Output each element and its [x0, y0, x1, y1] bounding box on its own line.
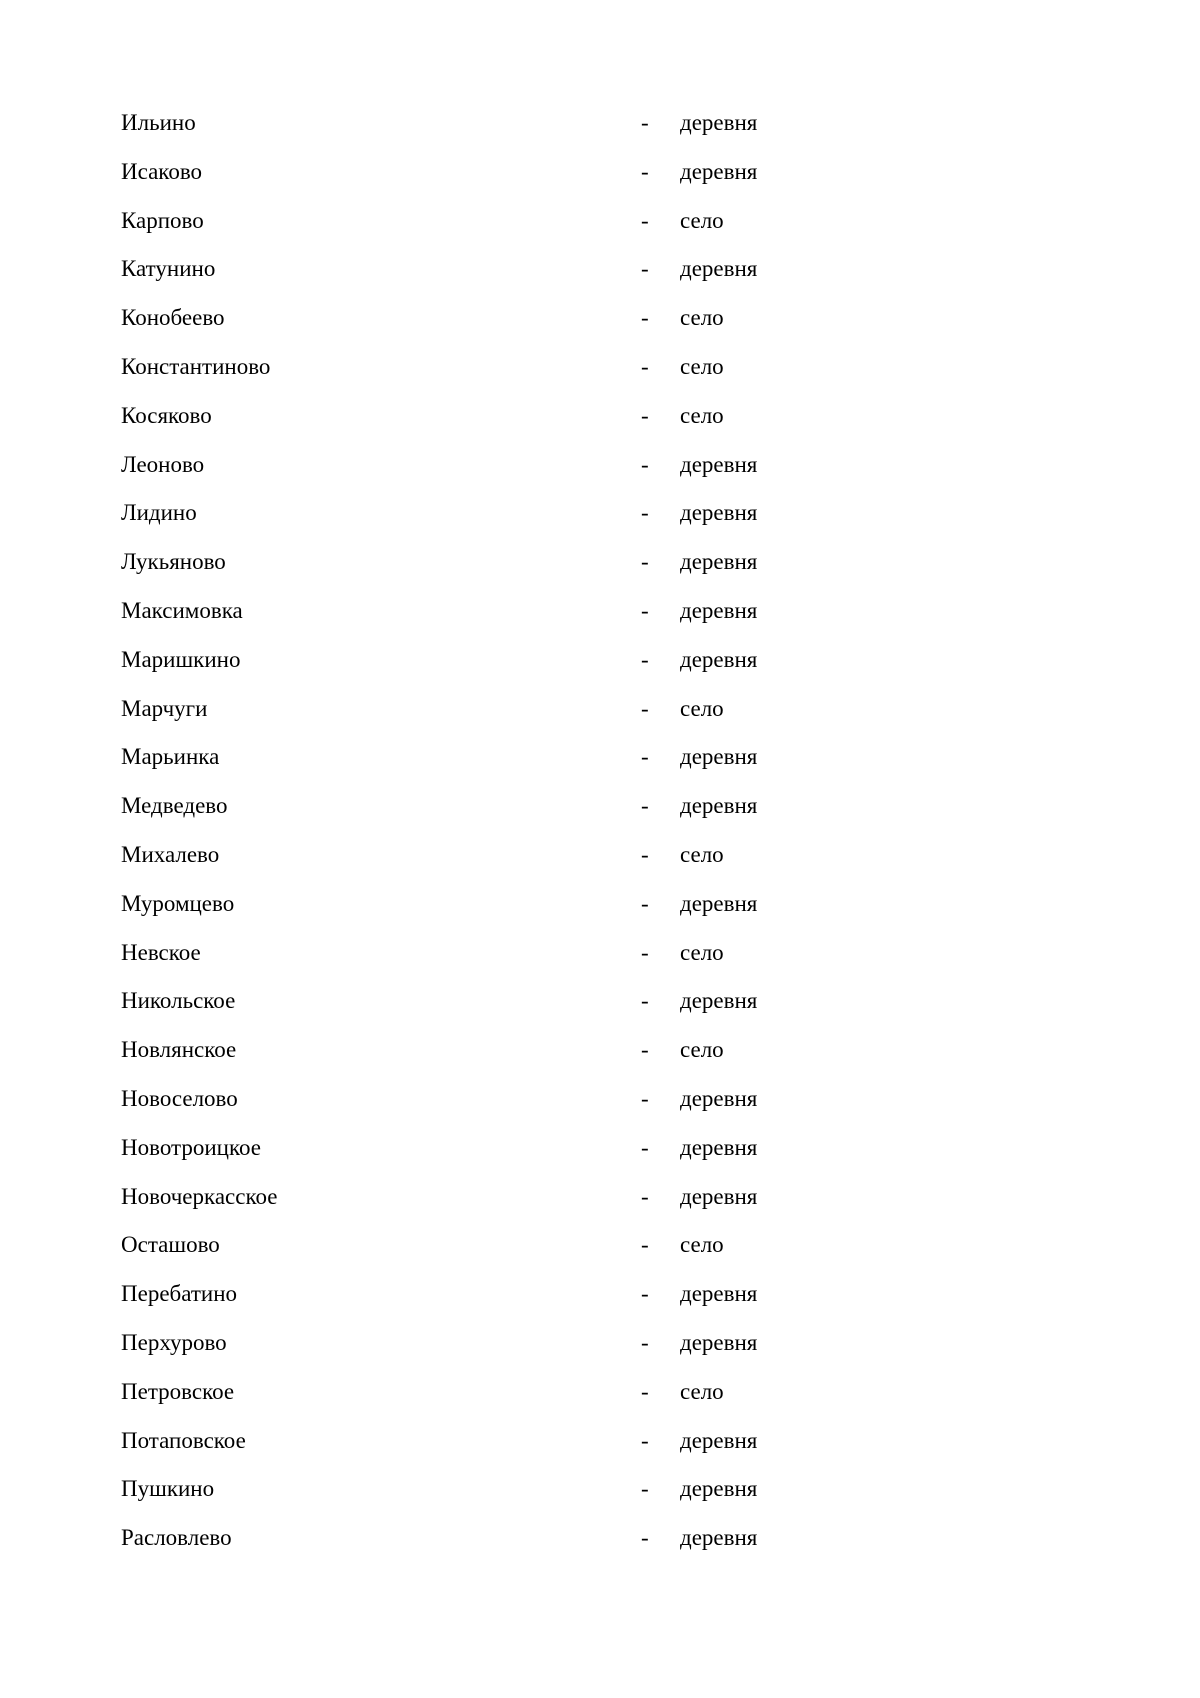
settlement-list	[121, 108, 1021, 1572]
settlement-type: деревня	[680, 1525, 758, 1551]
settlement-type: деревня	[680, 549, 758, 575]
settlement-name: Исаково	[121, 158, 203, 184]
list-item	[121, 206, 1021, 255]
separator-dash: -	[641, 695, 649, 721]
list-item	[121, 1377, 1021, 1426]
settlement-type: деревня	[680, 1476, 758, 1502]
settlement-name: Новлянское	[121, 1037, 237, 1063]
list-item	[121, 1133, 1021, 1182]
list-item	[121, 1182, 1021, 1231]
settlement-name: Катунино	[121, 256, 216, 282]
separator-dash: -	[641, 1329, 649, 1355]
settlement-type: деревня	[680, 256, 758, 282]
separator-dash: -	[641, 1134, 649, 1160]
settlement-name: Марьинка	[121, 744, 220, 770]
list-item	[121, 694, 1021, 743]
settlement-name: Михалево	[121, 841, 220, 867]
settlement-type: деревня	[680, 793, 758, 819]
separator-dash: -	[641, 1183, 649, 1209]
list-item	[121, 1279, 1021, 1328]
list-item	[121, 108, 1021, 157]
settlement-type: село	[680, 1232, 724, 1258]
settlement-name: Никольское	[121, 988, 236, 1014]
separator-dash: -	[641, 1476, 649, 1502]
settlement-name: Муромцево	[121, 890, 235, 916]
settlement-name: Максимовка	[121, 597, 243, 623]
list-item	[121, 498, 1021, 547]
settlement-type: деревня	[680, 890, 758, 916]
separator-dash: -	[641, 841, 649, 867]
settlement-type: деревня	[680, 1134, 758, 1160]
separator-dash: -	[641, 305, 649, 331]
settlement-type: деревня	[680, 1085, 758, 1111]
settlement-type: деревня	[680, 1183, 758, 1209]
settlement-type: деревня	[680, 451, 758, 477]
separator-dash: -	[641, 890, 649, 916]
list-item	[121, 547, 1021, 596]
list-item	[121, 401, 1021, 450]
settlement-type: село	[680, 305, 724, 331]
list-item	[121, 1035, 1021, 1084]
settlement-type: деревня	[680, 110, 758, 135]
list-item	[121, 645, 1021, 694]
list-item	[121, 986, 1021, 1035]
settlement-name: Лидино	[121, 500, 197, 526]
list-item	[121, 1084, 1021, 1133]
list-item	[121, 303, 1021, 352]
settlement-type: деревня	[680, 744, 758, 770]
settlement-name: Лукьяново	[121, 549, 226, 575]
list-item	[121, 254, 1021, 303]
settlement-type: село	[680, 695, 724, 721]
list-item	[121, 1230, 1021, 1279]
settlement-name: Карпово	[121, 207, 204, 233]
settlement-type: деревня	[680, 500, 758, 526]
settlement-type: село	[680, 841, 724, 867]
settlement-name: Константиново	[121, 353, 271, 379]
settlement-name: Перхурово	[121, 1329, 227, 1355]
separator-dash: -	[641, 988, 649, 1014]
list-item	[121, 1474, 1021, 1523]
list-item	[121, 352, 1021, 401]
settlement-name: Расловлево	[121, 1525, 232, 1551]
settlement-type: деревня	[680, 646, 758, 672]
separator-dash: -	[641, 1525, 649, 1551]
list-item	[121, 157, 1021, 206]
settlement-name: Невское	[121, 939, 201, 965]
separator-dash: -	[641, 793, 649, 819]
separator-dash: -	[641, 1378, 649, 1404]
settlement-type: село	[680, 1378, 724, 1404]
settlement-name: Маришкино	[121, 646, 241, 672]
separator-dash: -	[641, 597, 649, 623]
settlement-name: Осташово	[121, 1232, 220, 1258]
list-item	[121, 791, 1021, 840]
separator-dash: -	[641, 549, 649, 575]
settlement-name: Петровское	[121, 1378, 235, 1404]
settlement-type: село	[680, 353, 724, 379]
settlement-type: село	[680, 1037, 724, 1063]
separator-dash: -	[641, 402, 649, 428]
separator-dash: -	[641, 256, 649, 282]
settlement-type: село	[680, 939, 724, 965]
settlement-name: Медведево	[121, 793, 228, 819]
separator-dash: -	[641, 1427, 649, 1453]
settlement-type: село	[680, 402, 724, 428]
separator-dash: -	[641, 1037, 649, 1063]
settlement-type: деревня	[680, 988, 758, 1014]
separator-dash: -	[641, 451, 649, 477]
separator-dash: -	[641, 353, 649, 379]
settlement-type: село	[680, 207, 724, 233]
settlement-name: Потаповское	[121, 1427, 246, 1453]
settlement-name: Конобеево	[121, 305, 225, 331]
settlement-name: Новочеркасское	[121, 1183, 278, 1209]
separator-dash: -	[641, 1232, 649, 1258]
separator-dash: -	[641, 1085, 649, 1111]
list-item	[121, 938, 1021, 987]
settlement-type: деревня	[680, 597, 758, 623]
settlement-name: Марчуги	[121, 695, 208, 721]
settlement-type: деревня	[680, 1281, 758, 1307]
settlement-name: Новоселово	[121, 1085, 238, 1111]
list-item	[121, 1426, 1021, 1475]
list-item	[121, 1328, 1021, 1377]
settlement-name: Косяково	[121, 402, 212, 428]
separator-dash: -	[641, 744, 649, 770]
settlement-type: деревня	[680, 1427, 758, 1453]
list-item	[121, 889, 1021, 938]
separator-dash: -	[641, 500, 649, 526]
settlement-name: Перебатино	[121, 1281, 238, 1307]
list-item	[121, 742, 1021, 791]
list-item	[121, 450, 1021, 499]
settlement-name: Леоново	[121, 451, 205, 477]
settlement-type: деревня	[680, 1329, 758, 1355]
settlement-name: Новотроицкое	[121, 1134, 261, 1160]
separator-dash: -	[641, 1281, 649, 1307]
separator-dash: -	[641, 110, 649, 135]
separator-dash: -	[641, 939, 649, 965]
settlement-name: Пушкино	[121, 1476, 215, 1502]
settlement-type: деревня	[680, 158, 758, 184]
separator-dash: -	[641, 207, 649, 233]
list-item	[121, 840, 1021, 889]
separator-dash: -	[641, 158, 649, 184]
separator-dash: -	[641, 646, 649, 672]
list-item	[121, 596, 1021, 645]
list-item	[121, 1523, 1021, 1572]
settlement-name: Ильино	[121, 110, 196, 135]
